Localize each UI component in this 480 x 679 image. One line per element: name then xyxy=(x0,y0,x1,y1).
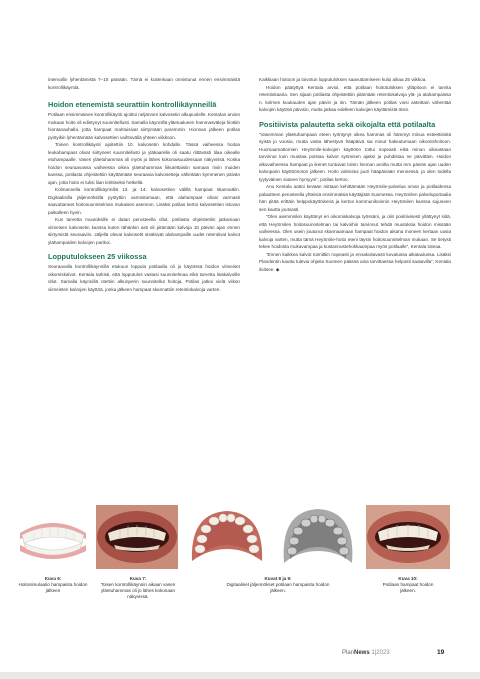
issue-number: 1|2023 xyxy=(371,650,390,656)
heading-follow-up: Hoidon etenemistä seurattiin kontrollikäynneillä xyxy=(48,100,217,109)
heading-feedback: Positiivista palautetta sekä oikojalta että potilaalta xyxy=(259,119,436,129)
heading-result: Lopputulokseen 25 viikossa xyxy=(48,252,147,261)
page-number: 19 xyxy=(437,649,445,656)
quote-paragraph: ”Vasemman yläetuhampaan eteen työntynyt oikea hammas oli hämmyt minua esteettisistä syistä jo vuosia, mutta vasta lähestyvä hääpäivä sai minut hakeutumaan oikomishoitoon. Huomaamattomien HeySmile-kalvojen käyttöön tottui nopeasti eikä minun oikeastaan tarvinnut kuin muistaa poistaa kalvot syömisen ajaksi ja puhdistaa ne päivittäin. Hoidon alkuvaiheessa hampaat ja ikenet tuntuivat toisin hieman aroilta mutta mm päivän ajan uuden kalvoparin käyttöönoton jälkeen. Hoito valmistui juuri hääpäivään mennessä, ja olen todella tyytyväinen siuteen hymyyni”, potilas kertoo. xyxy=(259,131,451,182)
paragraph: Kolmannella kontrollikäynnillä 13. ja 14. kalvosettien välillä hampaat skannattiin. Digitaalisilla jäljennöksillä pystyttiin varmistamaan, että alahampaat olivat varmasti saavuttaneet hoitosuunnitelman mukaisen asennon. Lisäksi potilas kertoi kalvosettien istuvan paikalleen hyvin. xyxy=(48,187,240,215)
brand-plan: Plan xyxy=(342,650,355,656)
caption-8-9: Kuvat 8 ja 9: Digitaaliset jäljennökset potilaan hampaista hoidon jälkeen. xyxy=(226,576,330,593)
photo-strip xyxy=(0,505,480,569)
quote-paragraph: ”Ennen kaikkea kalvot toimittiin nopeasti ja ennakoitavasti kuvatussa aikataulussa. Lisäksi Plandentin kautta tulevia ohjeita Suomen päässä aina tarvittaessa helposti saatavilla”, Kentala iloitsee. ◆ xyxy=(259,251,451,272)
intro-paragraph: intervallin lyhentämistä 7–10 päivään. Tämä ei kuitenkaan onnistunut ennen ensimmäistä kontrollikäyntiä. xyxy=(48,77,240,90)
footer-publication xyxy=(342,649,445,656)
digital-impression-grey xyxy=(276,505,360,569)
paragraph: Toinen kontrollikäynti ajoitettiin 10. kalvosetin kohdalle. Tässä vaiheessa hoitoa leukahampaat olivat siirtyneet suunnitellusti ja yläkaarelle oli saatu riittävästi tilaa oikealle etuhampaalle. Vasen yläetuhammas oli myös jo lähes kokonaisuudessaan näkyvissä. Koska hoidon seuraavassa vaiheessa oikea yläetuhammas liikutettaisiin samaan riviin muiden kanssa, potilasta ohjeistettiin käyttämään seuraavia kalvosetteja vähintään kymmenen päivän ajan, jotta hoito ei tulisi liian kriittiseksi hetkellä. xyxy=(48,142,240,185)
caption-7: Kuva 7: Toisen kontrollikäynnin aikaan vasen yläetuhammas oli jo lähes kokonaan näkyvissä. xyxy=(100,576,176,599)
paragraph: Anu Kentala aattoi kevään mittaan kehittämään HeySmile-palvelua oman ja potilaidensa palautteen perusteella yhteisiä ensimmäisiä käyttäjistä Suomessa. HeySmilen palveluportaalia hän pitää erittäin helppokäyttöisenä ja kertoo kommunikoinnin HeySmilen kanssa sujuneen sen kautta joutvasti. xyxy=(259,184,451,212)
smile-photo-final xyxy=(366,505,450,569)
smile-photo-treatment xyxy=(96,505,178,569)
paragraph: Hoidon päätyttyä Kentala arvioi, että potilaan hoitotuloksen ylläpitoon ei tarvita retentiokaaria. Sen sijaan potilasta ohjeistettiin pitämään retentiokalvoja ylä- ja alahampaissa n. kolmen kuukauden ajan päivin ja öin. Tämän jälkeen potilas voisi asteittain vähentää kalvojen käyttöä päivisin, mutta jatkaa edelleen kalvojen käyttämistä öisin. xyxy=(259,84,451,112)
paragraph: Potilaan ensimmäinen kontrollikäynti ajoittui neljännen kalvosetin alkupuolelle. Kentalan arvion mukaan hoito oli edistynyt suunnitellusti. Samalla käynnillä yläetualueen hammasväleja hiottiin hiontanauhalla, jotta hampaat mahtuisivat siirtymään paremmin. Hionnan jälkeen potilas pystyikin lyhentämään kalvosettien vaihtoväliä yhteen viikkoon. xyxy=(48,112,240,140)
quote-paragraph: ”Olen aiemminkin käyttänyt eri oikomiskalvoja työssäni, ja olin positiivisesti yllättynyt siitä, että HeySmilen hoitosuunnitelman tai kalvoihin tarvinnut tehdä muutoksia hoidon missään vaiheessa. Olen usein joutunut skannaamaan hampaat hoidon aikana moneen kertaan uusia kalvoja varten, mutta tämä HeySmile-hoito eteni täysin hoitosuunnitelman mukaan. Se tietysti tekee hoidosta mukavampaa ja kustannustehokkaampaa myös potilaalle”, Kentala toteaa. xyxy=(259,214,451,249)
bottom-bar xyxy=(0,672,480,679)
brand-news: News xyxy=(354,650,370,656)
simulation-image xyxy=(14,505,92,569)
right-column xyxy=(259,76,451,273)
paragraph: Kun tarvetta muutoksille ei datan perusteella ollut, potilasta ohjeistettiin jatkamaan viimeisen kalvosetin kanssa kuten tähänkin asti eli pitämään kalvoja 10 päivän ajan ennen siirtymistä seuraaviin. Jäljellä olevat kalvosetit sisälsivät alahampaille uudet retentiivat kalvot ylähampaiden kalvojen parikoi. xyxy=(48,217,240,245)
caption-10: Kuva 10: Potilaan hampaat hoidon jälkeen. xyxy=(382,576,434,593)
caption-6: Kuva 6: Hoitosimulaatio hampaista hoidon jälkeen xyxy=(18,576,88,593)
left-column xyxy=(48,76,240,293)
digital-impression-color xyxy=(186,505,268,569)
paragraph: Kaikkiaan hoitoon ja toivotun lopputuloksen saavuttamiseen kului aikaa 25 viikkoa. xyxy=(259,77,427,82)
paragraph: Seuraavalla kontrollikäynnillä etukuun loppula potilaalla oli jo käytössä hoidon viimeiset oikomiskalvot. Kentala tarkisti, että lopputulos vastasi suunnitelmaa eikä tarvetta lisäkalvoille ollut. Samalla käynnillä otettiin alkunperin suunnitellut hoitoja. Potilas jatkoi vielä viikon viimeisten kalvojen käyttöä, jonka jälkeen hampaat skannattiin retentiokalvoja varten. xyxy=(48,264,240,292)
